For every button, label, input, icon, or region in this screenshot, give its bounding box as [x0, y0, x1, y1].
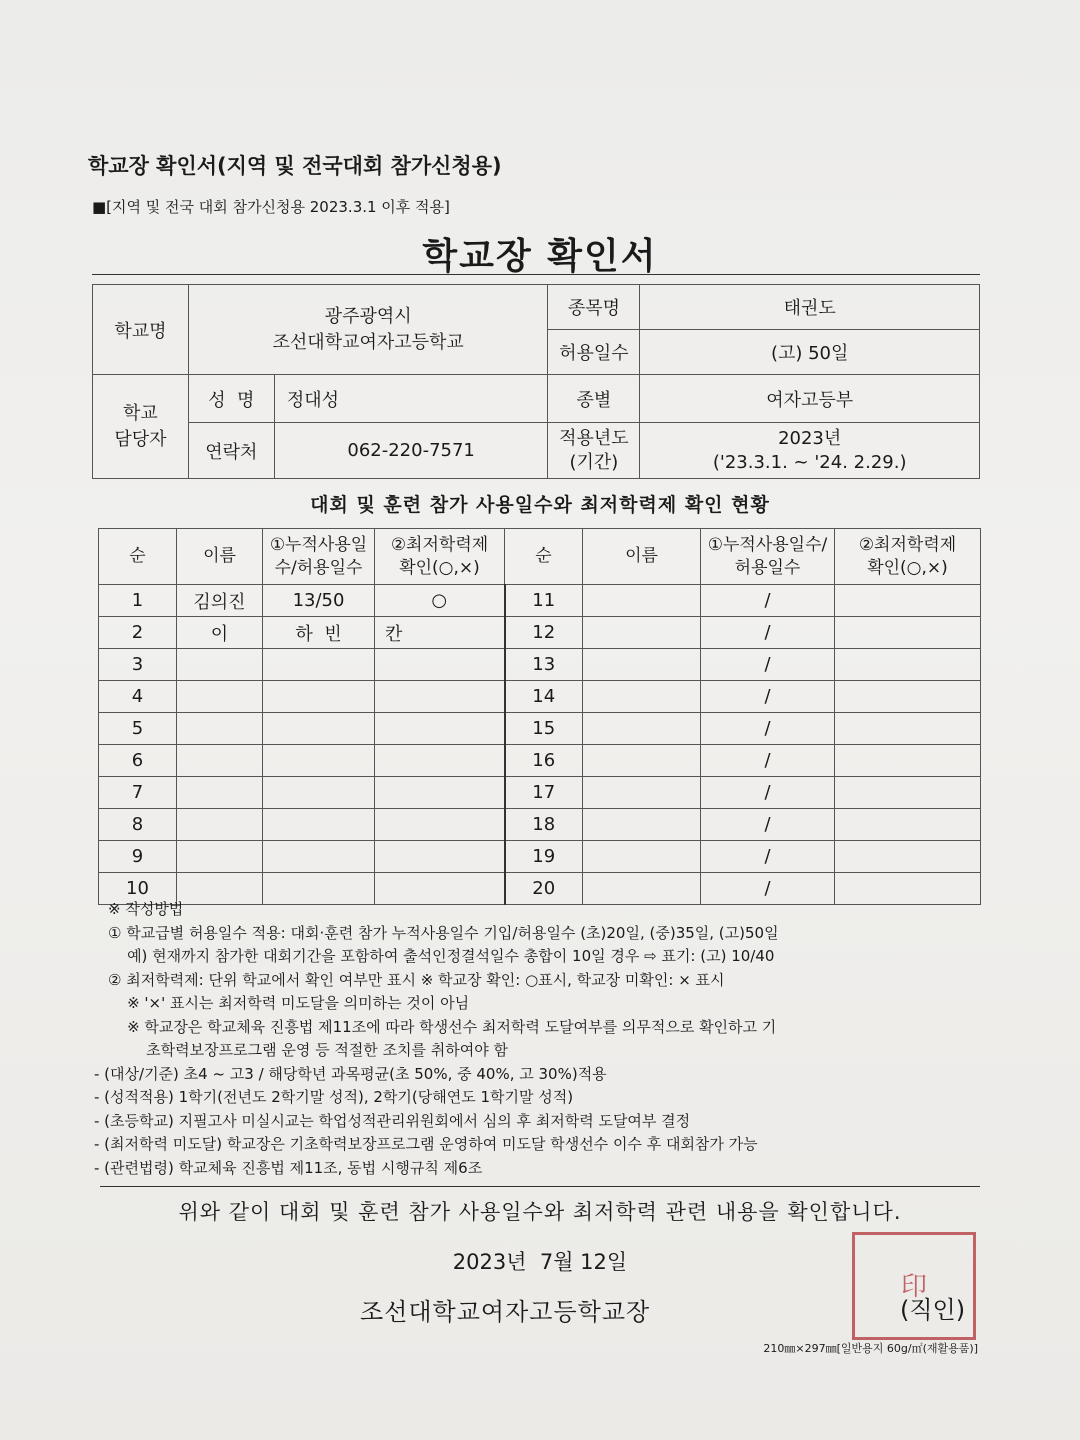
- check-cell: [835, 777, 981, 809]
- days-cell: 13/50: [263, 585, 375, 617]
- header-days-right-line2: 허용일수: [734, 557, 801, 578]
- status-header-row: [99, 529, 981, 585]
- row-number: 10: [99, 873, 177, 905]
- year-value: [640, 423, 980, 479]
- confirmation-statement: 위와 같이 대회 및 훈련 참가 사용일수와 최저학력 관련 내용을 확인합니다.: [178, 1200, 902, 1224]
- header-days-right-line1: ①누적사용일수/: [707, 534, 828, 555]
- table-row: [99, 745, 981, 777]
- status-table: [98, 528, 981, 905]
- student-name: [583, 649, 701, 681]
- page-title: 학교장 확인서: [422, 236, 658, 277]
- table-row: [99, 777, 981, 809]
- closing-rule: [100, 1186, 980, 1187]
- days-cell: [263, 713, 375, 745]
- days-cell: 하 빈: [263, 617, 375, 649]
- row-number: 12: [505, 617, 583, 649]
- header-check-line2: 확인(○,×): [399, 557, 480, 578]
- check-cell: [375, 745, 505, 777]
- days-cell: /: [701, 713, 835, 745]
- student-name: [177, 809, 263, 841]
- row-number: 6: [99, 745, 177, 777]
- row-number: 5: [99, 713, 177, 745]
- header-days-line1: ①누적사용일: [269, 534, 368, 555]
- manager-label-line1: 학교: [123, 402, 158, 424]
- header-check: [375, 529, 505, 585]
- school-label: 학교명: [93, 285, 189, 375]
- days-cell: [263, 777, 375, 809]
- check-cell: [375, 841, 505, 873]
- table-row: [99, 809, 981, 841]
- note-line: - (초등학교) 지필고사 미실시교는 학업성적관리위원회에서 심의 후 최저학력 도달여부 결정: [94, 1111, 691, 1130]
- days-cell: /: [701, 777, 835, 809]
- days-cell: /: [701, 745, 835, 777]
- header-check-right-line1: ②최저학력제: [858, 534, 957, 555]
- header-check-right-line2: 확인(○,×): [867, 557, 948, 578]
- days-cell: [263, 681, 375, 713]
- header-name: 이름: [177, 529, 263, 585]
- note-line: 예) 현재까지 참가한 대회기간을 포함하여 출석인정결석일수 총합이 10일 경우 ⇨ 표기: (고) 10/40: [108, 947, 775, 965]
- row-number: 8: [99, 809, 177, 841]
- note-line: - (관련법령) 학교체육 진흥법 제11조, 동법 시행규칙 제6조: [94, 1158, 483, 1177]
- student-name: [583, 745, 701, 777]
- student-name: [177, 713, 263, 745]
- school-info-table: [92, 284, 980, 479]
- contact-label: 연락처: [188, 423, 274, 479]
- check-cell: [835, 649, 981, 681]
- header-days: [263, 529, 375, 585]
- note-line: 초학력보장프로그램 운영 등 적절한 조치를 취하여야 함: [108, 1041, 509, 1059]
- table-row: [99, 585, 981, 617]
- allowed-days-value: (고) 50일: [640, 330, 980, 375]
- row-number: 18: [505, 809, 583, 841]
- name-label: 성 명: [188, 375, 274, 423]
- paper-spec: 210㎜×297㎜[일반용지 60g/㎡(재활용품)]: [763, 1342, 978, 1355]
- days-cell: /: [701, 585, 835, 617]
- issue-date: 2023년 7월 12일: [452, 1250, 628, 1274]
- year-label-line1: 적용년도: [559, 427, 629, 449]
- check-cell: [375, 713, 505, 745]
- student-name: 김의진: [177, 585, 263, 617]
- seal-label: (직인): [900, 1296, 966, 1324]
- official-seal: 印: [852, 1232, 976, 1340]
- table-row: [99, 841, 981, 873]
- days-cell: /: [701, 681, 835, 713]
- student-name: [177, 681, 263, 713]
- form-subtitle: ■[지역 및 전국 대회 참가신청용 2023.3.1 이후 적용]: [92, 198, 450, 216]
- row-number: 17: [505, 777, 583, 809]
- form-title: 학교장 확인서(지역 및 전국대회 참가신청용): [88, 154, 502, 178]
- note-line: - (성적적용) 1학기(전년도 2학기말 성적), 2학기(당해연도 1학기말 성적): [94, 1088, 574, 1106]
- note-line: ※ '×' 표시는 최저학력 미도달을 의미하는 것이 아님: [108, 994, 470, 1012]
- note-line: ② 최저학력제: 단위 학교에서 확인 여부만 표시 ※ 학교장 확인: ○표시, 학교장 미확인: × 표시: [108, 970, 725, 989]
- student-name: [583, 777, 701, 809]
- check-cell: [835, 809, 981, 841]
- note-heading: ※ 작성방법: [108, 900, 184, 918]
- instructions: [94, 898, 779, 1180]
- row-number: 3: [99, 649, 177, 681]
- row-number: 4: [99, 681, 177, 713]
- title-rule: [92, 274, 980, 275]
- days-cell: [263, 745, 375, 777]
- student-name: [583, 841, 701, 873]
- row-number: 7: [99, 777, 177, 809]
- row-number: 11: [505, 585, 583, 617]
- manager-label: [93, 375, 189, 479]
- principal-title: 조선대학교여자고등학교장: [360, 1298, 651, 1326]
- sport-label: 종목명: [548, 285, 640, 330]
- check-cell: [375, 777, 505, 809]
- student-name: [583, 681, 701, 713]
- category-value: 여자고등부: [640, 375, 980, 423]
- check-cell: [835, 681, 981, 713]
- header-days-line2: 수/허용일수: [274, 557, 363, 578]
- row-number: 15: [505, 713, 583, 745]
- check-cell: [835, 745, 981, 777]
- header-order: 순: [99, 529, 177, 585]
- check-cell: [835, 841, 981, 873]
- note-line: ① 학교급별 허용일수 적용: 대회·훈련 참가 누적사용일수 기입/허용일수 (초)20일, (중)35일, (고)50일: [108, 923, 779, 942]
- student-name: [583, 809, 701, 841]
- row-number: 1: [99, 585, 177, 617]
- days-cell: [263, 809, 375, 841]
- header-name-right: 이름: [583, 529, 701, 585]
- row-number: 13: [505, 649, 583, 681]
- student-name: [583, 617, 701, 649]
- table-row: [99, 713, 981, 745]
- row-number: 14: [505, 681, 583, 713]
- school-name-line1: 광주광역시: [324, 305, 412, 327]
- student-name: [177, 649, 263, 681]
- year-value-line2: ('23.3.1. ~ '24. 2.29.): [712, 451, 907, 473]
- section-title: 대회 및 훈련 참가 사용일수와 최저학력제 확인 현황: [310, 494, 770, 516]
- student-name: [177, 841, 263, 873]
- year-label: [548, 423, 640, 479]
- contact-value: 062-220-7571: [274, 423, 548, 479]
- student-name: 이: [177, 617, 263, 649]
- table-row: [99, 681, 981, 713]
- allowed-days-label: 허용일수: [548, 330, 640, 375]
- days-cell: [263, 841, 375, 873]
- note-line: ※ 학교장은 학교체육 진흥법 제11조에 따라 학생선수 최저학력 도달여부를 의무적으로 확인하고 기: [108, 1017, 777, 1036]
- check-cell: 칸: [375, 617, 505, 649]
- sport-value: 태권도: [640, 285, 980, 330]
- row-number: 20: [505, 873, 583, 905]
- check-cell: ○: [375, 585, 505, 617]
- header-days-right: [701, 529, 835, 585]
- category-label: 종별: [548, 375, 640, 423]
- row-number: 19: [505, 841, 583, 873]
- days-cell: [263, 649, 375, 681]
- name-value: 정대성: [274, 375, 548, 423]
- manager-label-line2: 담당자: [114, 428, 167, 450]
- note-line: - (대상/기준) 초4 ~ 고3 / 해당학년 과목평균(초 50%, 중 40%, 고 30%)적용: [94, 1064, 607, 1083]
- student-name: [583, 585, 701, 617]
- student-name: [177, 745, 263, 777]
- student-name: [583, 713, 701, 745]
- year-label-line2: (기간): [569, 451, 619, 473]
- check-cell: [835, 873, 981, 905]
- check-cell: [375, 681, 505, 713]
- table-row: [99, 649, 981, 681]
- days-cell: /: [701, 873, 835, 905]
- header-check-line1: ②최저학력제: [390, 534, 489, 555]
- check-cell: [375, 809, 505, 841]
- days-cell: /: [701, 809, 835, 841]
- school-name-line2: 조선대학교여자고등학교: [272, 331, 464, 353]
- row-number: 16: [505, 745, 583, 777]
- header-check-right: [835, 529, 981, 585]
- table-row: [99, 617, 981, 649]
- student-name: [177, 777, 263, 809]
- check-cell: [835, 617, 981, 649]
- header-order-right: 순: [505, 529, 583, 585]
- school-name: [188, 285, 548, 375]
- check-cell: [375, 649, 505, 681]
- row-number: 9: [99, 841, 177, 873]
- note-line: - (최저학력 미도달) 학교장은 기초학력보장프로그램 운영하여 미도달 학생선수 이수 후 대회참가 가능: [94, 1135, 758, 1153]
- days-cell: /: [701, 617, 835, 649]
- row-number: 2: [99, 617, 177, 649]
- year-value-line1: 2023년: [778, 427, 842, 449]
- days-cell: /: [701, 841, 835, 873]
- check-cell: [835, 585, 981, 617]
- days-cell: /: [701, 649, 835, 681]
- check-cell: [835, 713, 981, 745]
